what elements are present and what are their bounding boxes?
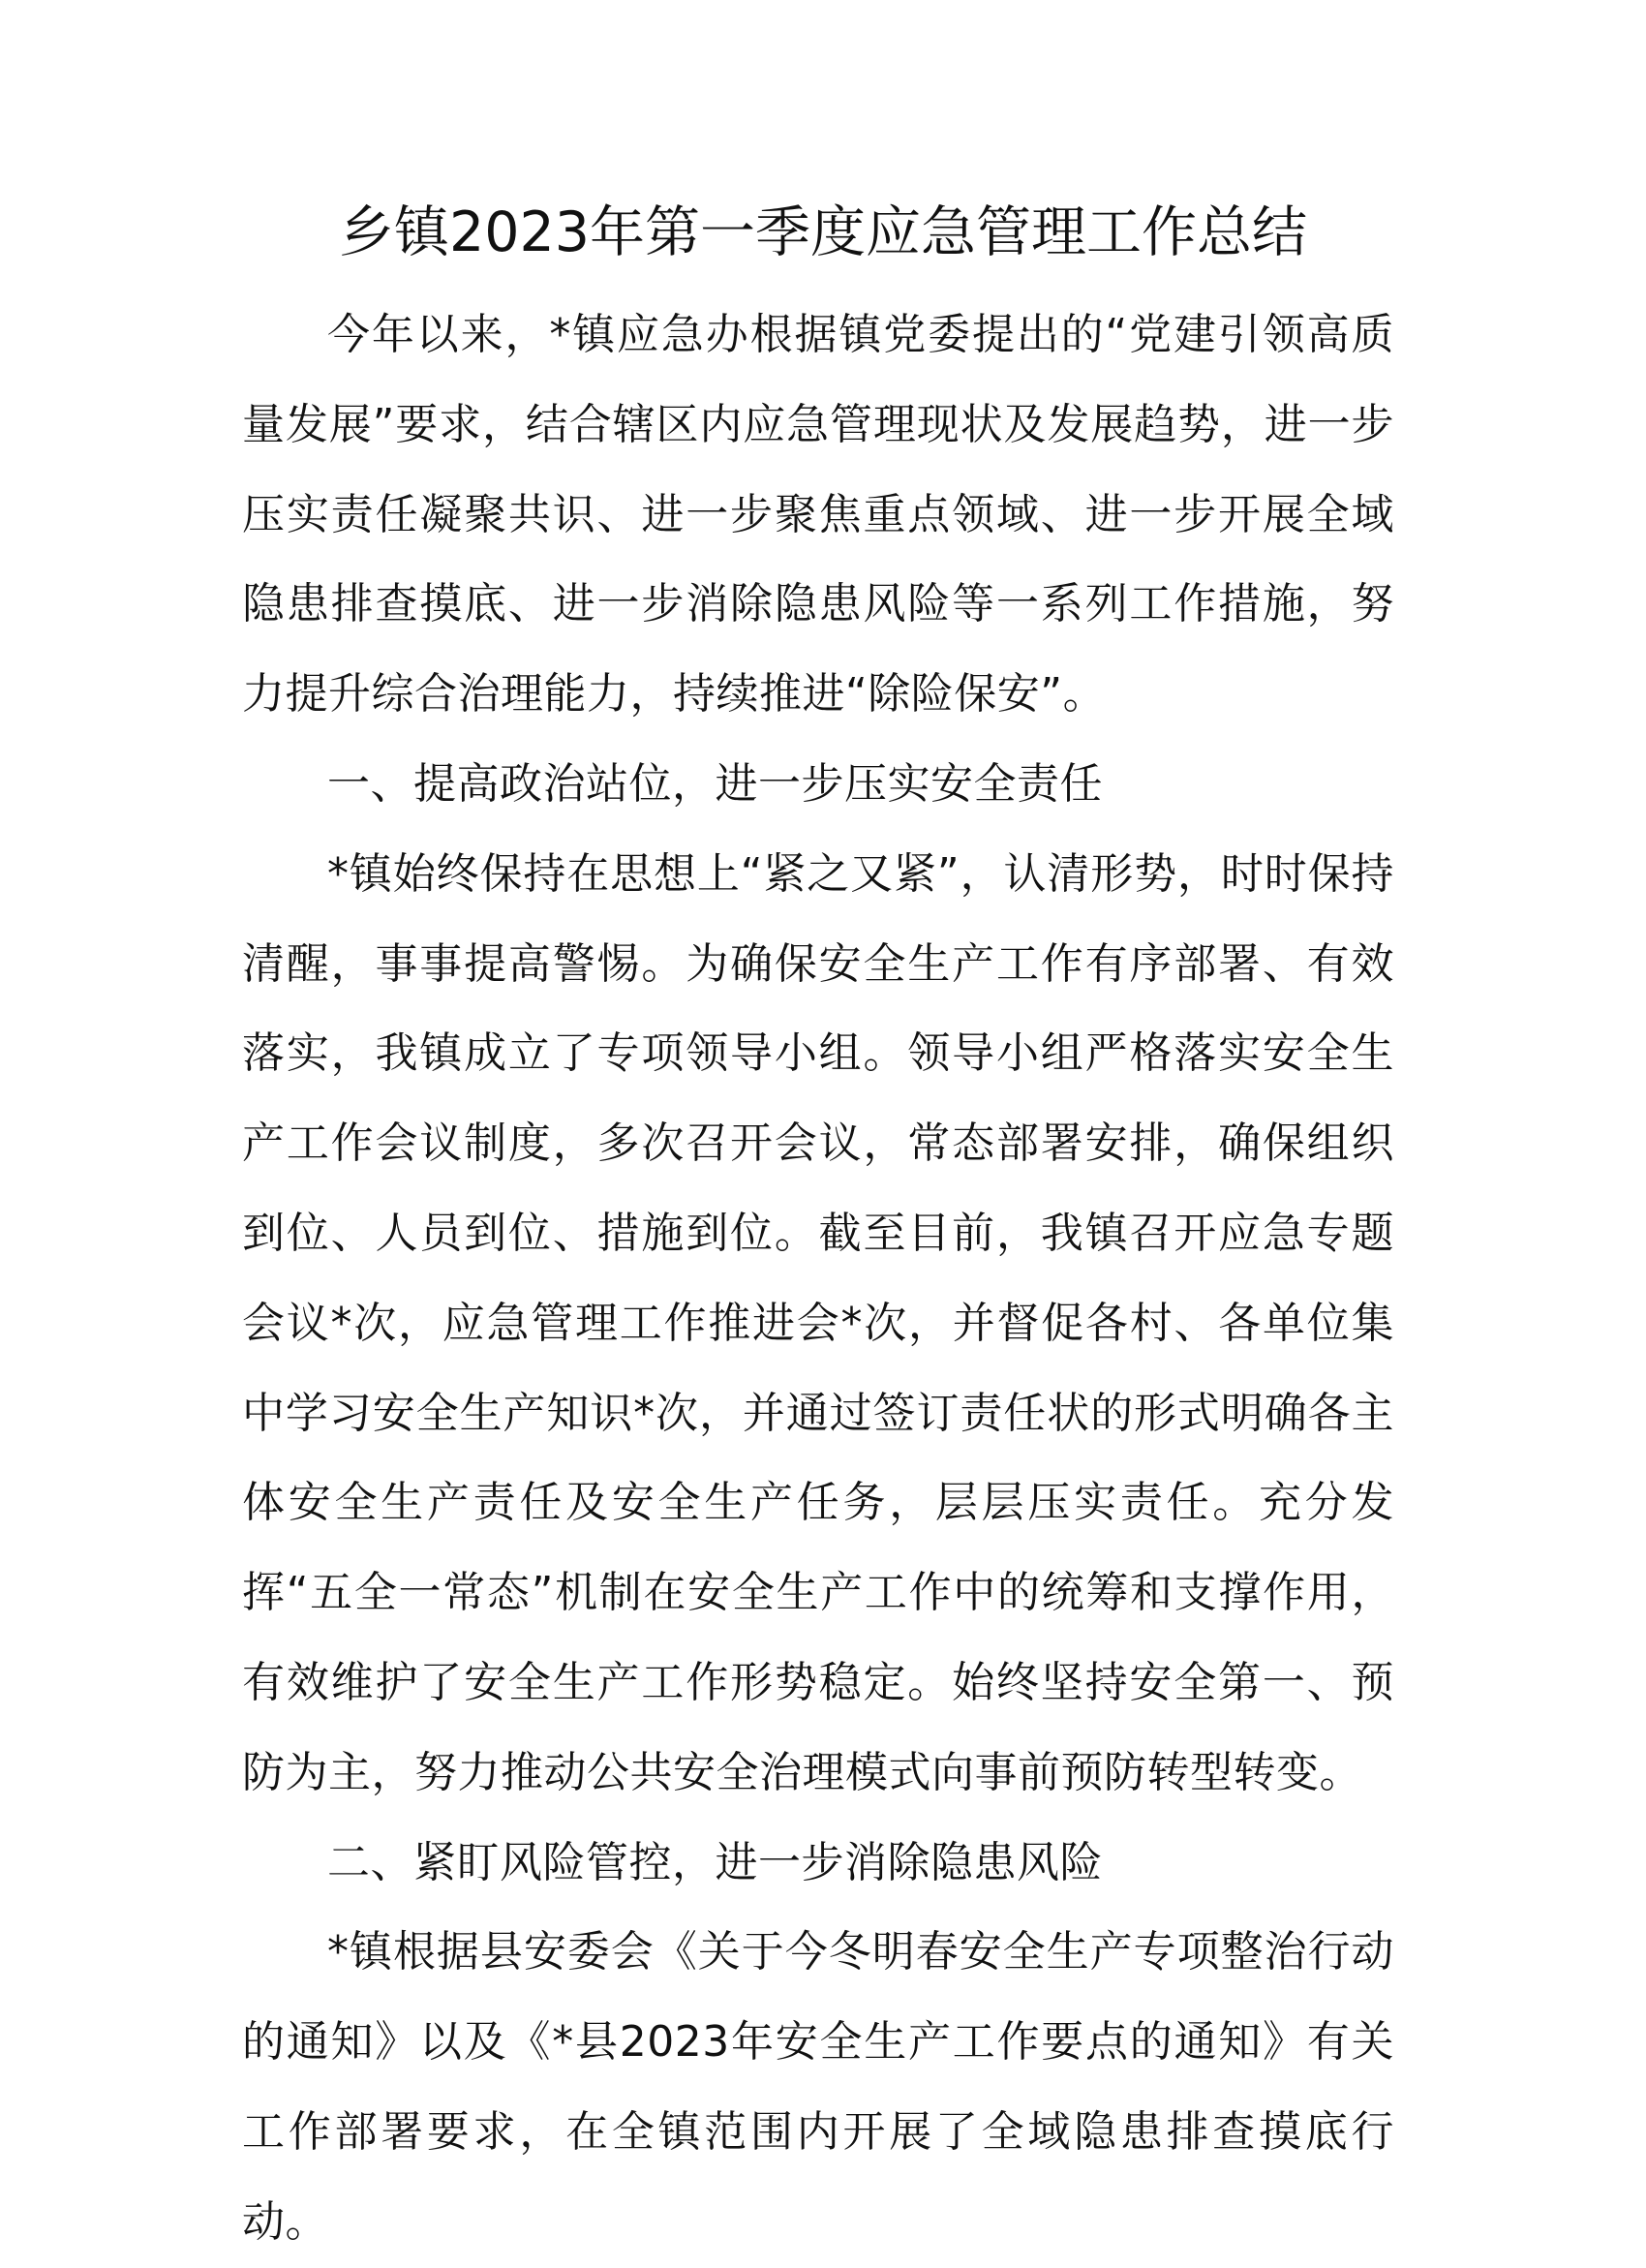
document-title: 乡镇2023年第一季度应急管理工作总结 [338, 200, 1308, 264]
section-2-paragraph: *镇根据县安委会《关于今冬明春安全生产专项整治行动的通知》以及《*县2023年安全生产工作要点的通知》有关工作部署要求，在全镇范围内开展了全域隐患排查摸底行动。 [242, 1927, 1394, 2247]
intro-paragraph: 今年以来，*镇应急办根据镇党委提出的“党建引领高质量发展”要求，结合辖区内应急管理现状及发展趋势，进一步压实责任凝聚共识、进一步聚焦重点领域、进一步开展全域隐患排查摸底、进一步消除隐患风险等一系列工作措施，努力提升综合治理能力，持续推进“除险保安”。 [242, 310, 1394, 720]
section-heading-1: 一、提高政治站位，进一步压实安全责任 [327, 758, 1103, 809]
section-1-paragraph: *镇始终保持在思想上“紧之又紧”，认清形势，时时保持清醒，事事提高警惕。为确保安全生产工作有序部署、有效落实，我镇成立了专项领导小组。领导小组严格落实安全生产工作会议制度，多次召开会议，常态部署安排，确保组织到位、人员到位、措施到位。截至目前，我镇召开应急专题会议*次，应急管理工作推进会*次，并督促各村、各单位集中学习安全生产知识*次，并通过签订责任状的形式明确各主体安全生产责任及安全生产任务，层层压实责任。充分发挥“五全一常态”机制在安全生产工作中的统筹和支撑作用，有效维护了安全生产工作形势稳定。始终坚持安全第一、预防为主，努力推动公共安全治理模式向事前预防转型转变。 [242, 848, 1394, 1797]
document-body [242, 291, 1394, 2268]
section-heading-2: 二、紧盯风险管控，进一步消除隐患风险 [327, 1837, 1103, 1887]
